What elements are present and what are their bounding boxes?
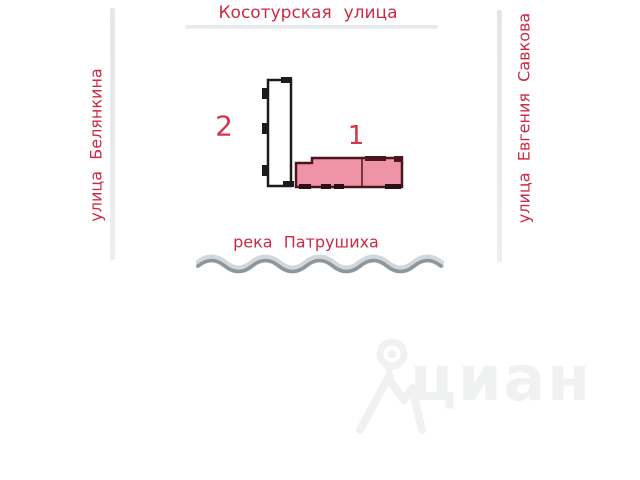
balcony-tab: [262, 123, 268, 134]
building-1-shape[interactable]: [296, 156, 403, 189]
balcony-tab: [262, 88, 268, 99]
river-wave: [196, 253, 444, 277]
building-2-shape[interactable]: [262, 77, 294, 187]
balcony-tab: [394, 156, 403, 162]
street-label-left: улица Белянкина: [86, 68, 106, 222]
river-label: река Патрушиха: [233, 232, 379, 252]
street-label-top: Косотурская улица: [218, 3, 398, 23]
balcony-tab: [299, 184, 311, 189]
balcony-tab: [385, 184, 401, 189]
balcony-tab: [334, 184, 344, 189]
building-1-number[interactable]: 1: [347, 121, 365, 151]
balcony-tab: [281, 77, 292, 83]
balcony-tab: [283, 181, 294, 187]
watermark-text: циан: [410, 342, 593, 415]
watermark: [350, 330, 600, 435]
balcony-tab: [321, 184, 331, 189]
building-2-number[interactable]: 2: [215, 109, 233, 143]
balcony-tab: [262, 165, 268, 176]
street-label-right: улица Евгения Савкова: [514, 12, 534, 224]
balcony-tab: [365, 156, 386, 161]
